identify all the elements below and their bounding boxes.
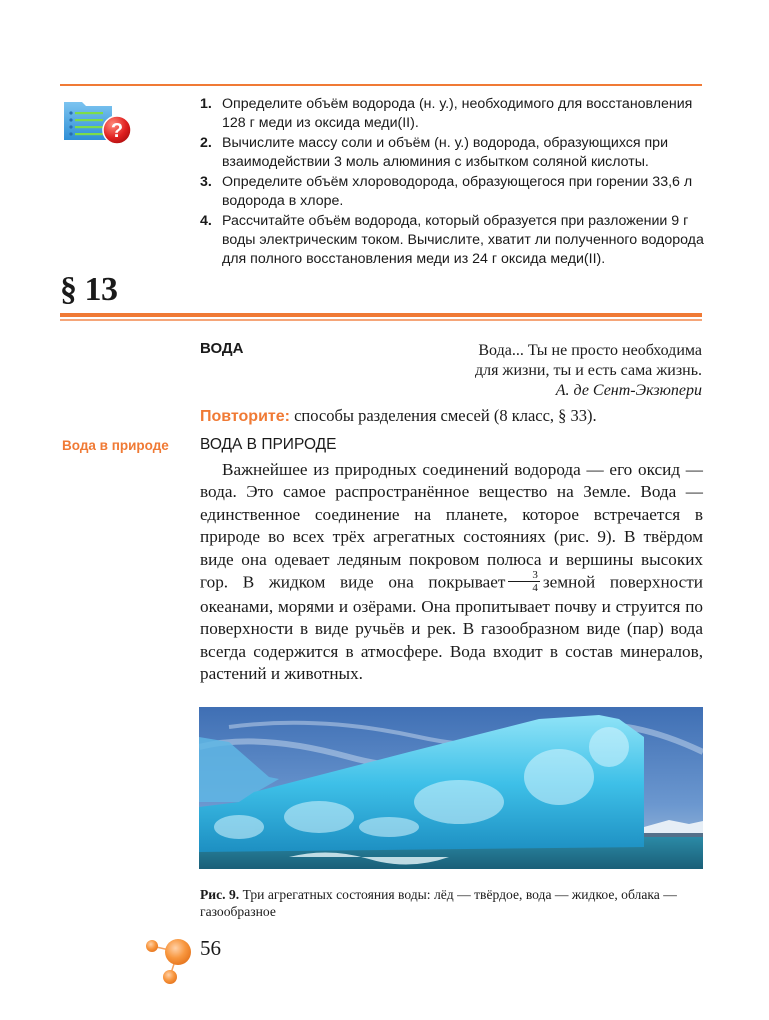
section-divider-thin [60,319,702,321]
caption-text: Три агрегатных состояния воды: лёд — твёрдое, вода — жидкое, облака — газообразное [200,887,677,919]
question-text: Определите объём хлороводорода, образующегося при горении 33,6 л водорода в хлоре. [222,174,693,209]
question-item [200,95,705,133]
folder-question-icon [62,96,134,146]
fraction-numerator: 3 [508,569,540,582]
question-number: 3. [200,174,212,190]
paragraph-text: земной поверхности океанами, морями и озёрами. Она пропитывает почву и струится по поверхности в виде ручьёв и рек. В газообразном виде (пар) вода всегда содержится в атмосфере. Вода входит в состав минералов, растений и животных. [200,572,704,684]
question-item [200,212,705,269]
question-text: Рассчитайте объём водорода, который образуется при разложении 9 г воды электрическим током. Вычислите, хватит ли полученного водорода для полного восстановления меди из 24 г оксида меди(II). [222,213,704,267]
question-number: 2. [200,135,212,151]
epigraph-author: А. де Сент-Экзюпери [555,382,702,399]
question-number: 4. [200,213,212,229]
figure-label: Рис. 9. [200,887,240,902]
question-item [200,173,705,211]
epigraph-line: Вода... Ты не просто необходима [478,342,702,359]
paragraph-text: Важнейшее из природных соединений водорода — его оксид — вода. Это самое распространённое вещество на Земле. Вода — единственное соединение на планете, которое встречается в природе во всех трёх агрегатных состояниях (рис. 9). В твёрдом виде она одевает ледяным покровом полюса и вершины высоких гор. В жидком виде она покрывает [200,460,703,592]
repeat-text: способы разделения смесей (8 класс, § 33). [289,406,597,425]
questions-list [200,95,705,270]
question-number: 1. [200,96,212,112]
molecule-icon [140,930,200,990]
figure-caption [200,886,703,920]
repeat-label: Повторите: [200,408,290,425]
epigraph [475,341,702,401]
top-divider [60,84,702,86]
svg-text:?: ? [110,120,124,142]
margin-note: Вода в природе [62,438,169,453]
question-text: Определите объём водорода (н. у.), необходимого для восстановления 128 г меди из оксида меди(II). [222,96,693,131]
body-paragraph [200,459,703,686]
section-number: § 13 [60,271,118,308]
epigraph-line: для жизни, ты и есть сама жизнь. [474,362,702,379]
fraction [508,569,540,594]
fraction-denominator: 4 [532,582,538,595]
question-item [200,134,705,172]
page-number: 56 [200,936,221,960]
section-title: ВОДА [200,340,244,357]
subheading: ВОДА В ПРИРОДЕ [200,436,337,453]
section-divider [60,313,702,317]
question-text: Вычислите массу соли и объём (н. у.) водорода, образующихся при взаимодействии 3 моль алюминия с избытком соляной кислоты. [222,135,668,170]
repeat-note [200,406,597,426]
iceberg-photo [199,707,703,869]
